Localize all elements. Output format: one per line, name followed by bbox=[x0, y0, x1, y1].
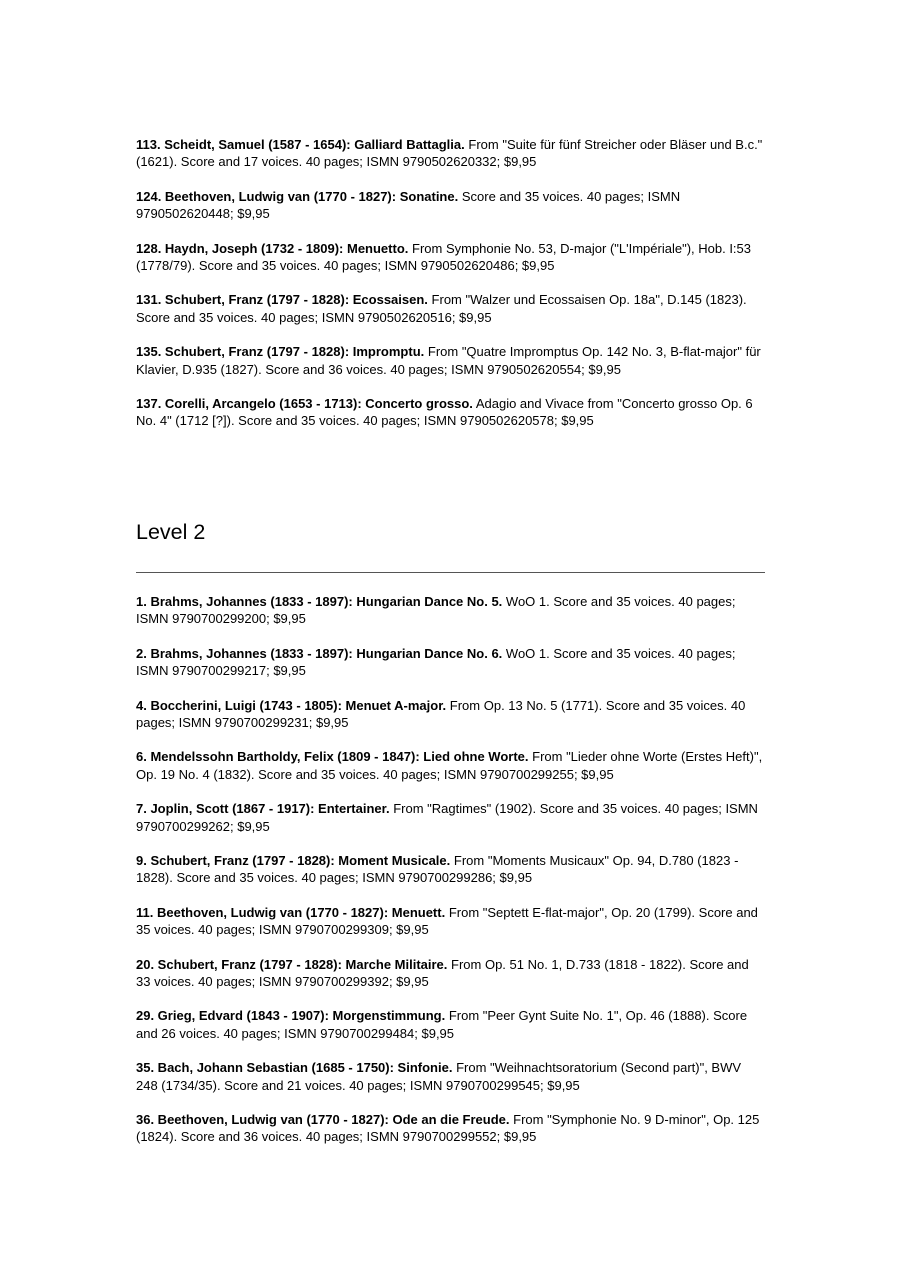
catalog-entry bbox=[136, 645, 765, 680]
catalog-entry bbox=[136, 291, 765, 326]
entry-details: From Op. 51 No. 1, D.733 (1818 - 1822). Score and 33 voices. 40 pages; ISMN 9790700299392; $9,95 bbox=[136, 956, 749, 989]
entry-details: From "Ragtimes" (1902). Score and 35 voices. 40 pages; ISMN 9790700299262; $9,95 bbox=[136, 801, 758, 834]
entry-title: 11. Beethoven, Ludwig van (1770 - 1827): Menuett. bbox=[136, 904, 446, 920]
entry-details: From "Moments Musicaux" Op. 94, D.780 (1823 - 1828). Score and 35 voices. 40 pages; ISMN 9790700299286; $9,95 bbox=[136, 852, 739, 886]
catalog-entry bbox=[136, 188, 765, 223]
entry-title: 20. Schubert, Franz (1797 - 1828): Marche Militaire. bbox=[136, 956, 448, 972]
entry-details: From "Peer Gynt Suite No. 1", Op. 46 (1888). Score and 26 voices. 40 pages; ISMN 9790700299484; $9,95 bbox=[136, 1008, 748, 1041]
entry-details: From "Symphonie No. 9 D-minor", Op. 125 (1824). Score and 36 voices. 40 pages; ISMN 9790700299552; $9,95 bbox=[136, 1112, 760, 1145]
entry-title: 1. Brahms, Johannes (1833 - 1897): Hungarian Dance No. 5. bbox=[136, 593, 503, 609]
catalog-entry bbox=[136, 1111, 765, 1146]
entry-title: 29. Grieg, Edvard (1843 - 1907): Morgenstimmung. bbox=[136, 1008, 446, 1024]
entry-details: WoO 1. Score and 35 voices. 40 pages; ISMN 9790700299200; $9,95 bbox=[136, 593, 736, 627]
catalog-entry bbox=[136, 136, 765, 171]
catalog-entry bbox=[136, 240, 765, 275]
catalog-entry bbox=[136, 395, 765, 430]
entry-title: 2. Brahms, Johannes (1833 - 1897): Hungarian Dance No. 6. bbox=[136, 645, 503, 661]
catalog-entry bbox=[136, 593, 765, 628]
entry-details: From Op. 13 No. 5 (1771). Score and 35 voices. 40 pages; ISMN 9790700299231; $9,95 bbox=[136, 697, 746, 730]
section-divider bbox=[136, 572, 765, 573]
entry-details: From "Lieder ohne Worte (Erstes Heft)", Op. 19 No. 4 (1832). Score and 35 voices. 40 pages; ISMN 9790700299255; $9,95 bbox=[136, 749, 763, 782]
entry-title: 113. Scheidt, Samuel (1587 - 1654): Galliard Battaglia. bbox=[136, 137, 465, 152]
catalog-entry bbox=[136, 1059, 765, 1094]
entry-details: From "Septett E-flat-major", Op. 20 (1799). Score and 35 voices. 40 pages; ISMN 9790700299309; $9,95 bbox=[136, 904, 758, 938]
entry-details: From Symphonie No. 53, D-major ("L'Impériale"), Hob. I:53 (1778/79). Score and 35 voices. 40 pages; ISMN 9790502620486; $9,95 bbox=[136, 240, 751, 274]
catalog-entry bbox=[136, 1007, 765, 1042]
entry-title: 35. Bach, Johann Sebastian (1685 - 1750): Sinfonie. bbox=[136, 1060, 453, 1076]
entry-title: 6. Mendelssohn Bartholdy, Felix (1809 - 1847): Lied ohne Worte. bbox=[136, 749, 529, 765]
catalog-entry bbox=[136, 748, 765, 783]
entry-title: 7. Joplin, Scott (1867 - 1917): Entertainer. bbox=[136, 801, 390, 817]
entry-title: 4. Boccherini, Luigi (1743 - 1805): Menuet A-major. bbox=[136, 697, 447, 713]
entry-title: 135. Schubert, Franz (1797 - 1828): Impromptu. bbox=[136, 344, 425, 360]
catalog-entry bbox=[136, 904, 765, 939]
section-heading: Level 2 bbox=[136, 519, 206, 544]
entry-title: 124. Beethoven, Ludwig van (1770 - 1827): Sonatine. bbox=[136, 188, 459, 204]
entry-details: Score and 35 voices. 40 pages; ISMN 9790502620448; $9,95 bbox=[136, 188, 681, 222]
catalog-entry bbox=[136, 800, 765, 835]
entry-details: From "Weihnachtsoratorium (Second part)", BWV 248 (1734/35). Score and 21 voices. 40 pages; ISMN 9790700299545; $9,95 bbox=[136, 1060, 742, 1093]
catalog-entry bbox=[136, 697, 765, 732]
entry-title: 36. Beethoven, Ludwig van (1770 - 1827): Ode an die Freude. bbox=[136, 1112, 510, 1127]
catalog-entry bbox=[136, 343, 765, 378]
entry-title: 128. Haydn, Joseph (1732 - 1809): Menuetto. bbox=[136, 240, 409, 256]
entry-details: WoO 1. Score and 35 voices. 40 pages; ISMN 9790700299217; $9,95 bbox=[136, 645, 736, 679]
catalog-entry bbox=[136, 852, 765, 887]
entry-details: From "Quatre Impromptus Op. 142 No. 3, B-flat-major" für Klavier, D.935 (1827). Score and 36 voices. 40 pages; ISMN 9790502620554; $9,95 bbox=[136, 344, 761, 377]
entry-details: Adagio and Vivace from "Concerto grosso Op. 6 No. 4" (1712 [?]). Score and 35 voices. 40 pages; ISMN 9790502620578; $9,95 bbox=[136, 396, 753, 429]
entry-details: From "Suite für fünf Streicher oder Bläser und B.c." (1621). Score and 17 voices. 40 pages; ISMN 9790502620332; $9,95 bbox=[136, 137, 763, 170]
entry-title: 137. Corelli, Arcangelo (1653 - 1713): Concerto grosso. bbox=[136, 396, 473, 412]
entry-title: 131. Schubert, Franz (1797 - 1828): Ecossaisen. bbox=[136, 292, 428, 308]
entry-title: 9. Schubert, Franz (1797 - 1828): Moment Musicale. bbox=[136, 852, 451, 868]
catalog-entry bbox=[136, 956, 765, 991]
entry-details: From "Walzer und Ecossaisen Op. 18a", D.145 (1823). Score and 35 voices. 40 pages; ISMN 9790502620516; $9,95 bbox=[136, 292, 747, 325]
page-content bbox=[136, 136, 765, 1163]
